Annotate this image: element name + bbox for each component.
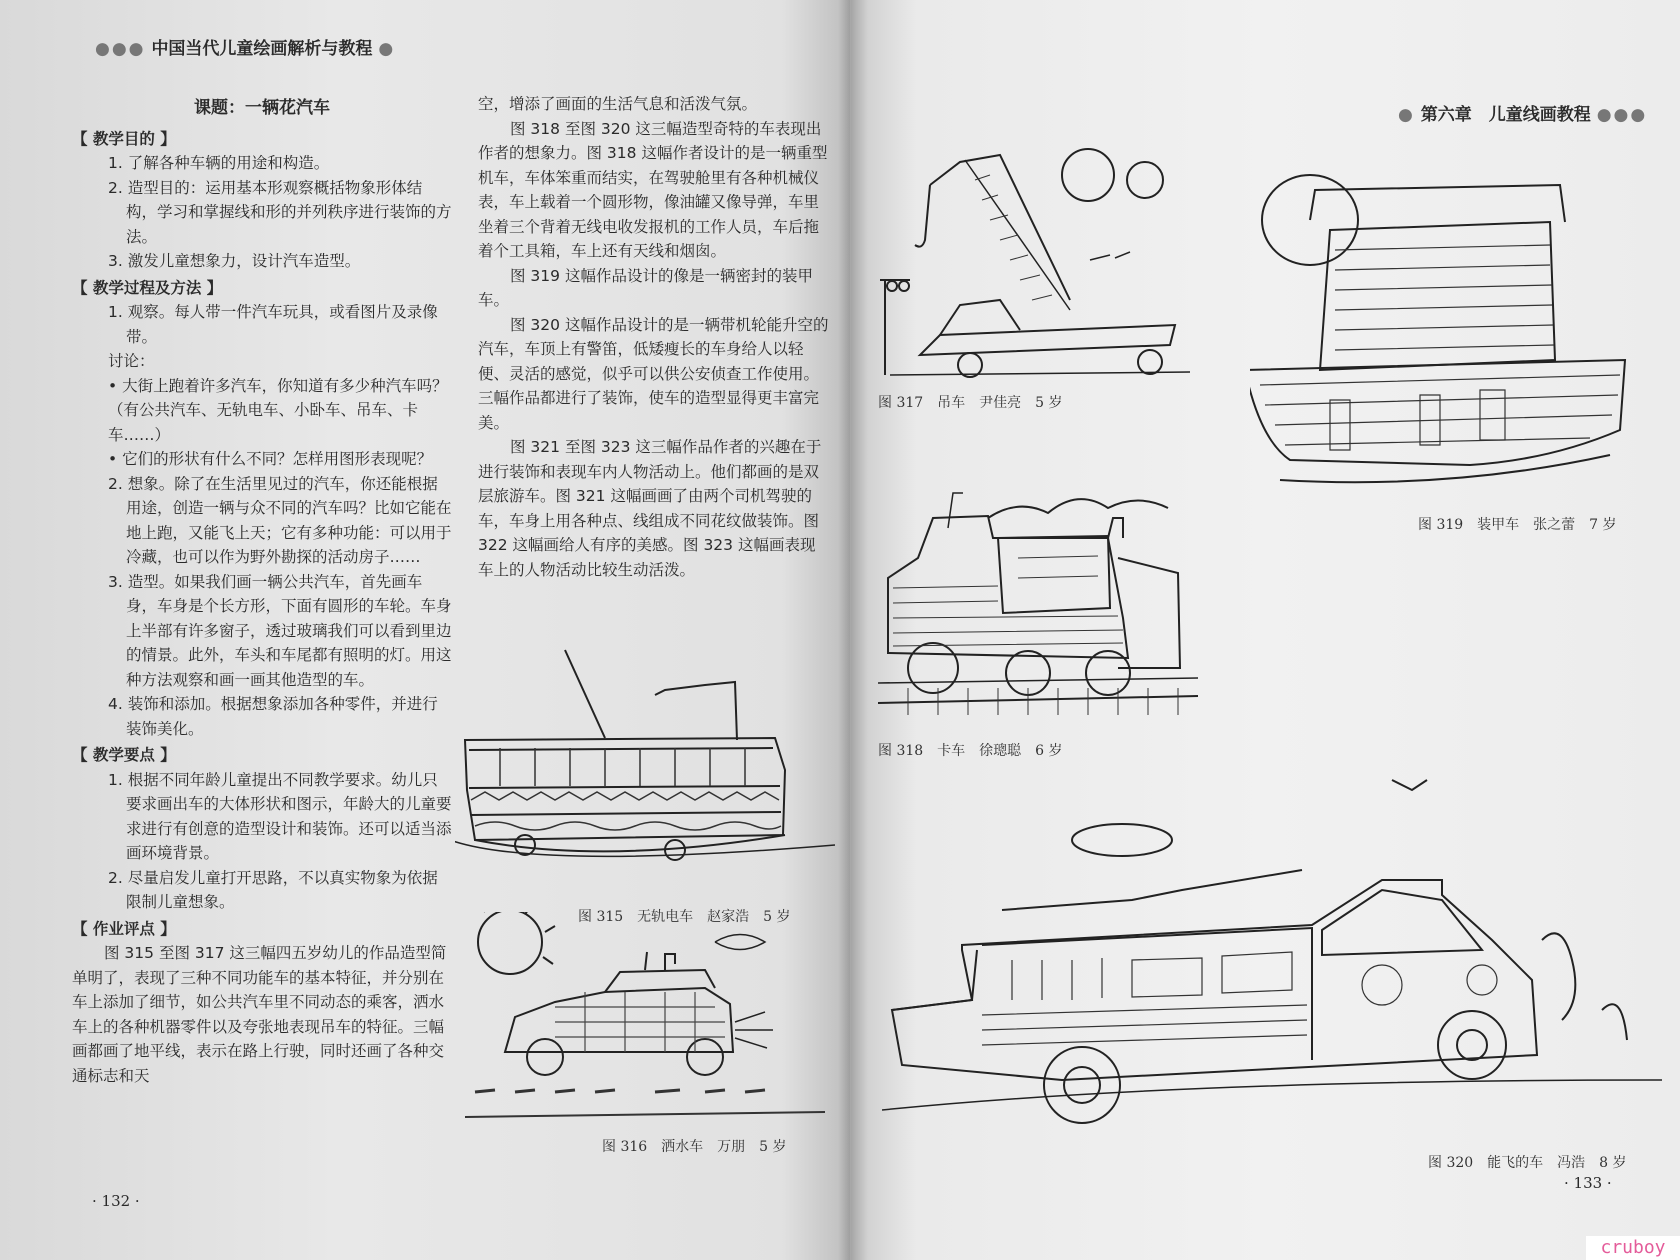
- book-gutter: [838, 0, 868, 1260]
- left-column-text: [72, 92, 452, 1088]
- page-number-left: · 132 ·: [92, 1192, 140, 1210]
- paragraph-319: 图 319 这幅作品设计的像是一辆密封的装甲车。: [478, 266, 813, 309]
- caption-fig319: 图 319 装甲车 张之蕾 7 岁: [1418, 517, 1617, 533]
- process-heading: 【 教学过程及方法 】: [72, 278, 223, 297]
- goal-heading: 【 教学目的 】: [72, 129, 176, 148]
- armored-car-drawing: [1250, 160, 1660, 505]
- trolleybus-drawing: [455, 640, 835, 880]
- goal-item: 3. 激发儿童想象力，设计汽车造型。: [108, 252, 361, 270]
- process-item: 1. 观察。每人带一件汽车玩具，或看图片及录像带。: [108, 303, 438, 346]
- right-page: [850, 0, 1680, 1260]
- discussion-bullet: • 它们的形状有什么不同？怎样用图形表现呢？: [108, 450, 433, 468]
- paragraph-320: 图 320 这幅作品设计的是一辆带机轮能升空的汽车，车顶上有警笛，低矮瘦长的车身给人以轻便、灵活的感觉，似乎可以供公安侦查工作使用。三幅作品都进行了装饰，使车的造型显得更丰富完美。: [478, 315, 829, 432]
- right-column-text: [478, 92, 830, 582]
- watermark: cruboy: [1586, 1236, 1680, 1260]
- paragraph-318-320: 图 318 至图 320 这三幅造型奇特的车表现出作者的想象力。图 318 这幅作者设计的是一辆重型机车，车体笨重而结实，在驾驶舱里有各种机械仪表，车上载着一个圆形物，像油罐又像导弹，车里坐着三个背着无线电收发报机的工作人员，车后拖着个工具箱，车上还有天线和烟囱。: [478, 119, 828, 260]
- discussion-label: 讨论：: [108, 352, 155, 370]
- process-item: 2. 想象。除了在生活里见过的汽车，你还能根据用途，创造一辆与众不同的汽车吗？比如它能在地上跑，又能飞上天；它有多种功能：可以用于冷藏，也可以作为野外勘探的活动房子……: [108, 474, 452, 566]
- points-heading: 【 教学要点 】: [72, 746, 176, 764]
- process-item: 3. 造型。如果我们画一辆公共汽车，首先画车身，车身是个长方形，下面有圆形的车轮。车身上半部有许多窗子，透过玻璃我们可以看到里边的情景。此外，车头和车尾都有照明的灯。用这种方法观察和画一画其他造型的车。: [108, 572, 452, 689]
- goal-item: 1. 了解各种车辆的用途和构造。: [108, 154, 330, 172]
- caption-fig315: 图 315 无轨电车 赵家浩 5 岁: [578, 909, 791, 925]
- review-heading: 【 作业评点 】: [72, 919, 176, 938]
- running-header-right: ● 第六章 儿童线画教程 ●●●: [1398, 105, 1648, 125]
- goal-item: 2. 造型目的：运用基本形观察概括物象形体结构，学习和掌握线和形的并列秩序进行装饰的方法。: [108, 178, 452, 246]
- review-paragraph: 图 315 至图 317 这三幅四五岁幼儿的作品造型简单明了，表现了三种不同功能车的基本特征，并分别在车上添加了细节，如公共汽车里不同动态的乘客，洒水车上的各种机器零件以及夸张地表现吊车的特征。三幅画都画了地平线，表示在路上行驶，同时还画了各种交通标志和天: [72, 944, 447, 1085]
- process-item: 4. 装饰和添加。根据想象添加各种零件，并进行装饰美化。: [108, 695, 438, 738]
- lesson-title: 课题：一辆花汽车: [194, 98, 330, 118]
- paragraph-321-323: 图 321 至图 323 这三幅作品作者的兴趣在于进行装饰和表现车内人物活动上。他们都画的是双层旅游车。图 321 这幅画画了由两个司机驾驶的车，车身上用各种点、线组成不同花纹做装饰。图 322 这幅画给人有序的美感。图 323 这幅画表现车上的人物活动比较生动活泼。: [478, 438, 822, 579]
- caption-fig318: 图 318 卡车 徐璁聪 6 岁: [878, 743, 1063, 759]
- caption-fig320: 图 320 能飞的车 冯浩 8 岁: [1428, 1155, 1627, 1171]
- points-item: 2. 尽量启发儿童打开思路，不以真实物象为依据限制儿童想象。: [108, 868, 438, 911]
- continued-paragraph: 空，增添了画面的生活气息和活泼气氛。: [478, 95, 758, 113]
- caption-fig316: 图 316 洒水车 万朋 5 岁: [602, 1139, 787, 1155]
- caption-fig317: 图 317 吊车 尹佳亮 5 岁: [878, 395, 1063, 411]
- sprinkler-truck-drawing: [455, 912, 835, 1130]
- page-number-right: · 133 ·: [1564, 1174, 1612, 1192]
- running-header-left: ●●● 中国当代儿童绘画解析与教程 ●: [95, 39, 396, 59]
- flying-car-drawing: [882, 760, 1662, 1180]
- points-item: 1. 根据不同年龄儿童提出不同教学要求。幼儿只要求画出车的大体形状和图示，年龄大的儿童要求进行有创意的造型设计和装饰。还可以适当添画环境背景。: [108, 770, 452, 862]
- crane-drawing: [870, 140, 1200, 385]
- discussion-bullet: • 大街上跑着许多汽车，你知道有多少种汽车吗？（有公共汽车、无轨电车、小卧车、吊车、卡车……）: [108, 376, 448, 444]
- truck-drawing: [878, 478, 1198, 728]
